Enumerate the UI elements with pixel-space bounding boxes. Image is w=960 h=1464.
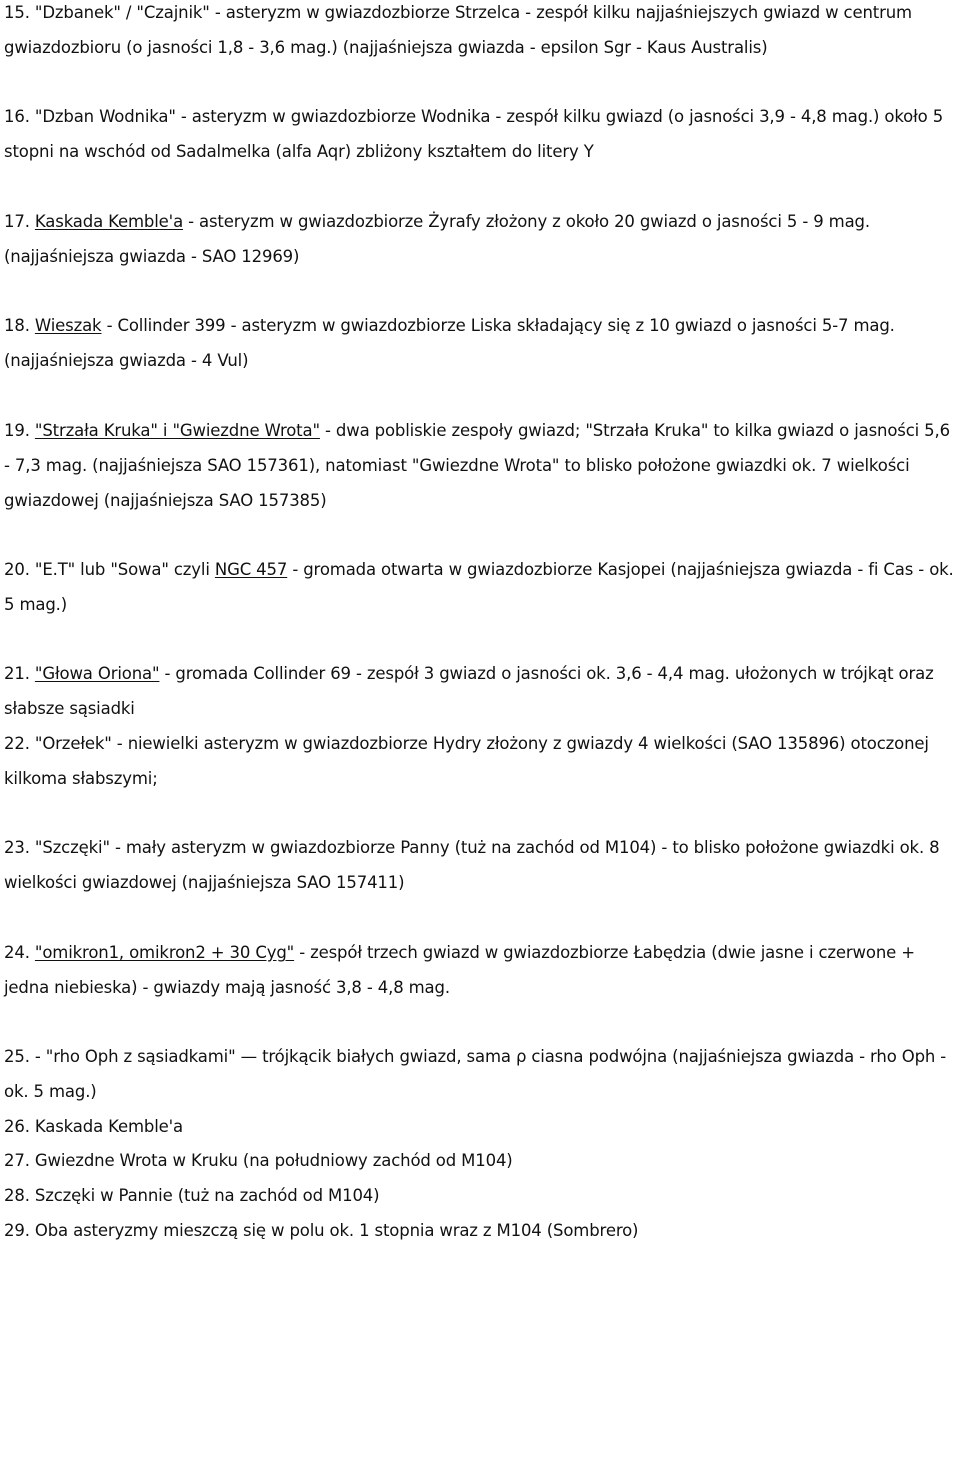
list-item: [4, 1040, 954, 1110]
item-text: "Dzbanek" / "Czajnik" - asteryzm w gwiazdozbiorze Strzelca - zespół kilku najjaśniejszych gwiazd w centrum gwiazdozbioru (o jasności 1,8 - 3,6 mag.) (najjaśniejsza gwiazda - epsilon Sgr - Kaus Australis): [4, 3, 912, 57]
item-number: 24.: [4, 943, 30, 962]
item-text: "Szczęki" - mały asteryzm w gwiazdozbiorze Panny (tuż na zachód od M104) - to blisko położone gwiazdki ok. 8 wielkości gwiazdowej (najjaśniejsza SAO 157411): [4, 838, 940, 892]
list-item: [4, 657, 954, 727]
item-link[interactable]: "Głowa Oriona": [34, 664, 160, 683]
item-number: 26.: [4, 1117, 30, 1136]
item-text: "Orzełek" - niewielki asteryzm w gwiazdozbiorze Hydry złożony z gwiazdy 4 wielkości (SAO 135896) otoczonej kilkoma słabszymi;: [4, 734, 929, 788]
list-item: [4, 1214, 954, 1249]
item-number: 16.: [4, 107, 30, 126]
item-text: Szczęki w Pannie (tuż na zachód od M104): [29, 1186, 380, 1205]
list-item: [4, 936, 954, 1006]
item-text: - asteryzm w gwiazdozbiorze Żyrafy złożony z około 20 gwiazd o jasności 5 - 9 mag. (najjaśniejsza gwiazda - SAO 12969): [4, 212, 870, 266]
list-item: [4, 309, 954, 379]
item-link[interactable]: NGC 457: [214, 560, 288, 579]
item-text: Oba asteryzmy mieszczą się w polu ok. 1 stopnia wraz z M104 (Sombrero): [29, 1221, 639, 1240]
item-text: - gromada Collinder 69 - zespół 3 gwiazd o jasności ok. 3,6 - 4,4 mag. ułożonych w trójkąt oraz słabsze sąsiadki: [4, 664, 934, 718]
item-number: 21.: [4, 664, 30, 683]
item-text: "Dzban Wodnika" - asteryzm w gwiazdozbiorze Wodnika - zespół kilku gwiazd (o jasności 3,9 - 4,8 mag.) około 5 stopni na wschód od Sadalmelka (alfa Aqr) zbliżony kształtem do litery Y: [4, 107, 944, 161]
item-number: 28.: [4, 1186, 30, 1205]
list-item: [4, 727, 954, 797]
item-number: 19.: [4, 421, 30, 440]
item-link[interactable]: Kaskada Kemble'a: [34, 212, 184, 231]
item-text: - zespół trzech gwiazd w gwiazdozbiorze Łabędzia (dwie jasne i czerwone + jedna niebieska) - gwiazdy mają jasność 3,8 - 4,8 mag.: [4, 943, 915, 997]
item-text: - dwa pobliskie zespoły gwiazd; "Strzała Kruka" to kilka gwiazd o jasności 5,6 - 7,3 mag. (najjaśniejsza SAO 157361), natomiast "Gwiezdne Wrota" to blisko położone gwiazdki ok. 7 wielkości gwiazdowej (najjaśniejsza SAO 157385): [4, 421, 950, 510]
list-item: [4, 1179, 954, 1214]
item-number: 18.: [4, 316, 30, 335]
item-text: "E.T" lub "Sowa" czyli: [29, 560, 215, 579]
item-text: Gwiezdne Wrota w Kruku (na południowy zachód od M104): [29, 1151, 513, 1170]
item-number: 22.: [4, 734, 30, 753]
item-link[interactable]: "omikron1, omikron2 + 30 Cyg": [34, 943, 295, 962]
list-item: [4, 831, 954, 901]
item-number: 27.: [4, 1151, 30, 1170]
list-item: [4, 100, 954, 170]
item-text: Kaskada Kemble'a: [29, 1117, 184, 1136]
list-item: [4, 414, 954, 518]
list-item: [4, 205, 954, 275]
item-number: 25.: [4, 1047, 30, 1066]
item-link[interactable]: "Strzała Kruka" i "Gwiezdne Wrota": [34, 421, 320, 440]
item-number: 29.: [4, 1221, 30, 1240]
list-item: [4, 553, 954, 623]
list-item: [4, 1144, 954, 1179]
item-text: - Collinder 399 - asteryzm w gwiazdozbiorze Liska składający się z 10 gwiazd o jasności 5-7 mag. (najjaśniejsza gwiazda - 4 Vul): [4, 316, 895, 370]
item-text: - "rho Oph z sąsiadkami" — trójkącik białych gwiazd, sama ρ ciasna podwójna (najjaśniejsza gwiazda - rho Oph - ok. 5 mag.): [4, 1047, 947, 1101]
item-text: - gromada otwarta w gwiazdozbiorze Kasjopei (najjaśniejsza gwiazda - fi Cas - ok. 5 mag.): [4, 560, 954, 614]
list-item: [4, 1110, 954, 1145]
list-item: [4, 0, 954, 66]
item-number: 20.: [4, 560, 30, 579]
item-number: 15.: [4, 3, 30, 22]
item-number: 23.: [4, 838, 30, 857]
item-link[interactable]: Wieszak: [34, 316, 102, 335]
item-number: 17.: [4, 212, 30, 231]
